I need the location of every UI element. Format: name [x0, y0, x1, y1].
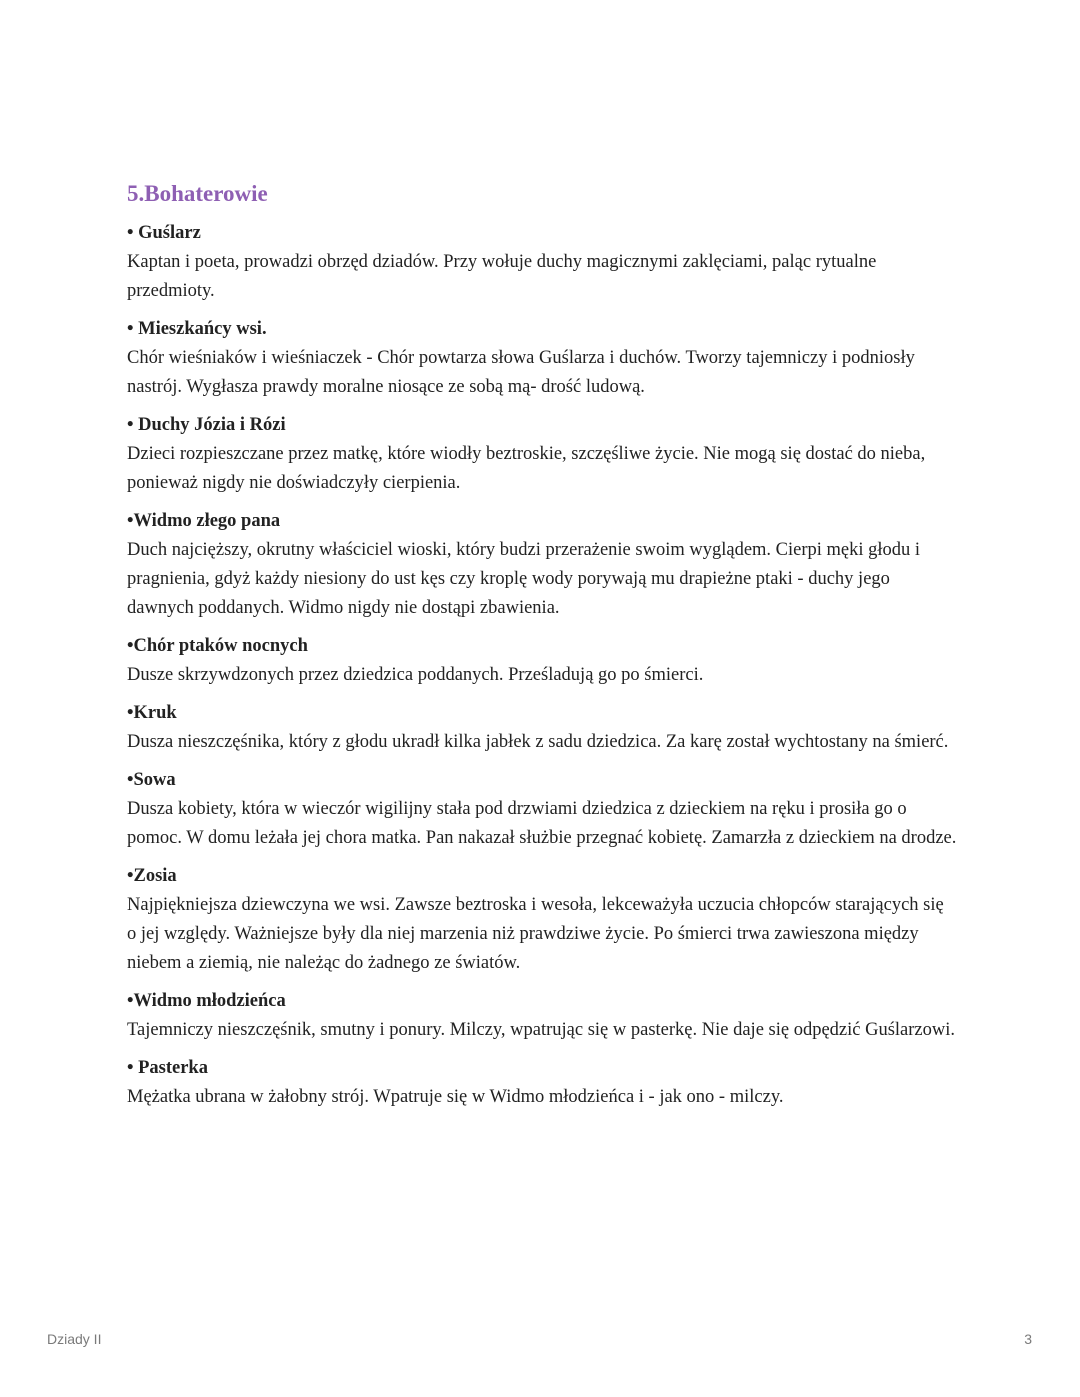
character-name: •Zosia [127, 866, 177, 886]
character-name: •Chór ptaków nocnych [127, 636, 308, 656]
character-description: Najpiękniejsza dziewczyna we wsi. Zawsze beztroska i wesoła, lekceważyła uczucia chłopców starających się o jej względy. Ważniejsze były dla niej marzenia niż prawdziwe życie. Po śmierci trwa zawieszona między niebem a ziemią, nie należąc do żadnego ze światów. [127, 895, 944, 973]
character-description: Chór wieśniaków i wieśniaczek - Chór powtarza słowa Guślarza i duchów. Tworzy tajemniczy i podniosły nastrój. Wygłasza prawdy moralne niosące ze sobą mą- drość ludową. [127, 348, 915, 397]
footer-document-title: Dziady II [47, 1331, 102, 1347]
character-entry-guslarz [127, 219, 957, 306]
character-entry-sowa [127, 766, 957, 853]
character-name: •Sowa [127, 770, 176, 790]
character-entry-duchy [127, 411, 957, 498]
character-description: Dusze skrzywdzonych przez dziedzica poddanych. Prześladują go po śmierci. [127, 665, 704, 685]
character-description: Dusza kobiety, która w wieczór wigilijny stała pod drzwiami dziedzica z dzieckiem na ręku i prosiła go o pomoc. W domu leżała jej chora matka. Pan nakazał służbie przegnać kobietę. Zamarzła z dzieckiem na drodze. [127, 799, 957, 848]
character-name: •Kruk [127, 703, 177, 723]
character-description: Mężatka ubrana w żałobny strój. Wpatruje się w Widmo młodzieńca i - jak ono - milczy. [127, 1087, 784, 1107]
character-description: Dzieci rozpieszczane przez matkę, które wiodły beztroskie, szczęśliwe życie. Nie mogą się dostać do nieba, ponieważ nigdy nie doświadczyły cierpienia. [127, 444, 926, 493]
character-name: •Widmo złego pana [127, 511, 281, 531]
section-title: 5.Bohaterowie [127, 181, 268, 206]
character-name: • Pasterka [127, 1058, 208, 1078]
character-description: Kaptan i poeta, prowadzi obrzęd dziadów. Przy wołuje duchy magicznymi zaklęciami, paląc rytualne przedmioty. [127, 252, 877, 301]
character-entry-widmo-zlego-pana [127, 507, 957, 623]
page-content [127, 178, 957, 1121]
character-entry-kruk [127, 699, 957, 757]
character-name: • Guślarz [127, 223, 201, 243]
character-name: • Duchy Józia i Rózi [127, 415, 286, 435]
footer-page-number: 3 [1024, 1331, 1032, 1347]
character-description: Duch najcięższy, okrutny właściciel wioski, który budzi przerażenie swoim wyglądem. Cierpi męki głodu i pragnienia, gdyż każdy niesiony do ust kęs czy kroplę wody porywają mu drapieżne ptaki - duchy jego dawnych poddanych. Widmo nigdy nie dostąpi zbawienia. [127, 540, 921, 618]
character-description: Dusza nieszczęśnika, który z głodu ukradł kilka jabłek z sadu dziedzica. Za karę został wychtostany na śmierć. [127, 732, 949, 752]
character-entry-zosia [127, 862, 957, 978]
character-entry-chor-ptakow [127, 632, 957, 690]
character-entry-mieszkancy [127, 315, 957, 402]
character-name: •Widmo młodzieńca [127, 991, 286, 1011]
character-description: Tajemniczy nieszczęśnik, smutny i ponury. Milczy, wpatrując się w pasterkę. Nie daje się odpędzić Guślarzowi. [127, 1020, 956, 1040]
character-name: • Mieszkańcy wsi. [127, 319, 267, 339]
character-entry-pasterka [127, 1054, 957, 1112]
character-entry-widmo-mlodzienca [127, 987, 957, 1045]
